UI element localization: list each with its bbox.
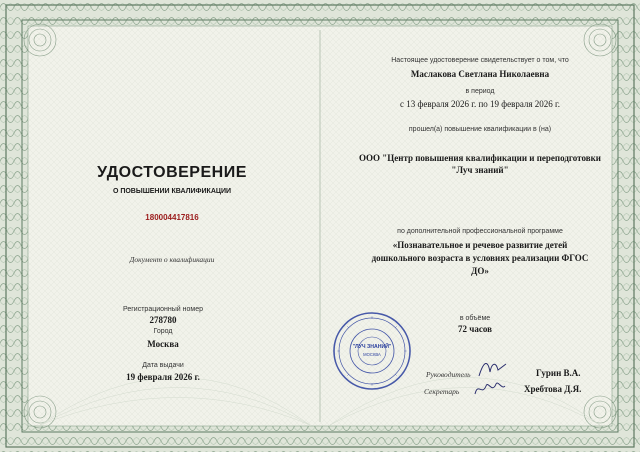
person-name: Маслакова Светлана Николаевна: [410, 69, 550, 79]
secretary-signature: [472, 376, 508, 400]
certificate-subtitle: О ПОВЫШЕНИИ КВАЛИФИКАЦИИ: [112, 188, 232, 195]
document-type: Документ о квалификации: [129, 255, 215, 264]
volume-label: в объёме: [459, 315, 491, 322]
program-line2: дошкольного возраста в условиях реализации ФГОС: [371, 253, 589, 263]
certificate-title: УДОСТОВЕРЕНИЕ: [97, 164, 247, 181]
program-label: по дополнительной профессиональной программе: [397, 228, 563, 235]
head-name: Гурин В.А.: [536, 368, 581, 378]
reg-number: 278780: [149, 315, 177, 325]
program-line1: «Познавательное и речевое развитие детей: [392, 240, 568, 250]
serial-number: 180004417816: [145, 213, 199, 222]
head-label: Руководитель: [426, 370, 471, 379]
period-dates: с 13 февраля 2026 г. по 19 февраля 2026 г.: [400, 99, 560, 109]
stamp-center-text: "ЛУЧ ЗНАНИЙ": [352, 344, 392, 350]
organization-line2: "Луч знаний": [451, 165, 509, 175]
secretary-name: Хребтова Д.Я.: [524, 384, 582, 394]
secretary-label: Секретарь: [424, 387, 460, 396]
issue-date-label: Дата выдачи: [142, 362, 184, 369]
organization-line1: ООО "Центр повышения квалификации и переподготовки: [359, 153, 601, 163]
passed-text: прошел(а) повышение квалификации в (на): [408, 126, 552, 133]
program-line3: ДО»: [471, 266, 489, 276]
issue-date: 19 февраля 2026 г.: [126, 372, 200, 382]
certifies-text: Настоящее удостоверение свидетельствует о том, что: [391, 57, 569, 64]
city-label: Город: [153, 328, 173, 335]
period-label: в период: [465, 88, 495, 95]
stamp-city: МОСКВА: [363, 352, 381, 357]
reg-number-label: Регистрационный номер: [123, 306, 203, 313]
volume-hours: 72 часов: [458, 324, 492, 334]
city: Москва: [147, 339, 179, 349]
organization-stamp: [331, 310, 413, 392]
